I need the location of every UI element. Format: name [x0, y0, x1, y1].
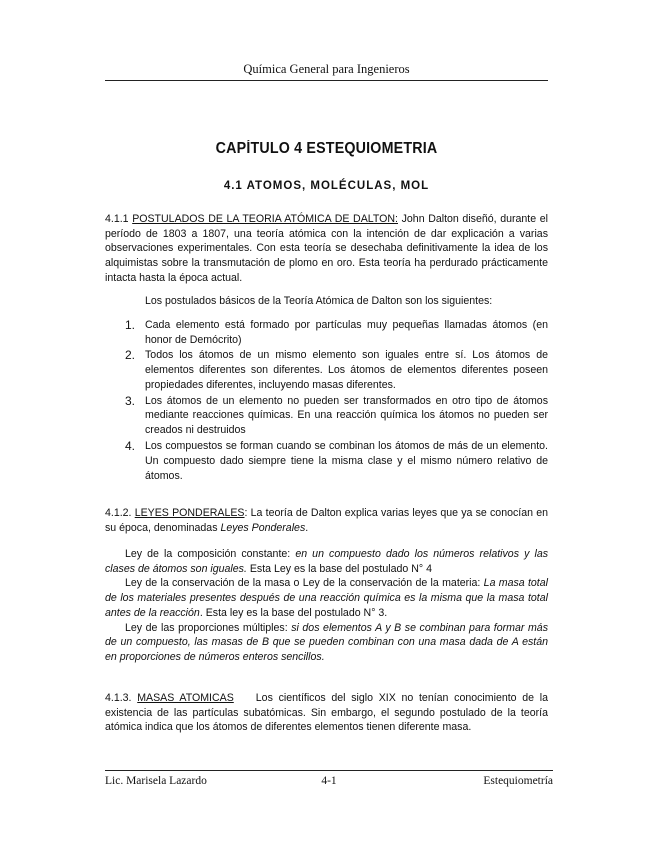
section-heading: LEYES PONDERALES [134, 507, 245, 519]
section-heading: POSTULADOS DE LA TEORIA ATÓMICA DE DALTON: [132, 213, 398, 225]
list-number: 2. [125, 348, 136, 363]
ley-statement: en un compuesto dado los números relativos y las clases de átomos son iguales. [105, 548, 549, 575]
ley-tail: Esta Ley es la base del postulado N° 4 [246, 562, 432, 575]
running-header: Química General para Ingenieros [105, 62, 548, 81]
chapter-title: CAPÍTULO 4 ESTEQUIOMETRIA [215, 140, 438, 157]
ley-proporciones [105, 621, 548, 665]
section-number: 4.1.1 [105, 213, 133, 225]
list-item [105, 394, 548, 439]
footer-page-number: 4-1 [321, 775, 337, 787]
paragraph-italic: Leyes Ponderales [220, 521, 306, 534]
list-number: 1. [125, 318, 136, 332]
paragraph-4-1-2 [105, 506, 548, 535]
page-footer [105, 770, 553, 791]
section-number: 4.1.2. [105, 507, 135, 519]
ley-label: Ley de la conservación de la masa o Ley de la conservación de la materia: [125, 577, 484, 590]
paragraph-end: . [305, 521, 309, 534]
paragraph-text: Los científicos del siglo XIX no tenían conocimiento de la existencia de las partículas subatómicas. Sin embargo, el segundo postulado de la teoría atómica indica que los átomos de diferentes elementos tienen diferente masa. [105, 692, 549, 734]
list-text: Los compuestos se forman cuando se combinan los átomos de más de un elemento. Un compuesto dado siempre tiene la misma clase y el mismo número relativo de átomos. [145, 439, 548, 482]
postulados-list [105, 318, 548, 484]
list-number: 3. [125, 393, 136, 408]
list-item [105, 318, 548, 348]
section-title: 4.1 ATOMOS, MOLÉCULAS, MOL [223, 180, 430, 192]
list-text: Cada elemento está formado por partículas muy pequeñas llamadas átomos (en honor de Demócrito) [145, 319, 548, 346]
paragraph-text: John Dalton diseñó, durante el período de 1803 a 1807, una teoría atómica con la intención de dar explicación a varias observaciones experimentales. Con esta teoría se desechaba definitivamente la idea de los alquimistas sobre la transmutación de plomo en oro. Esta teoría ha perdurado prácticamente intacta hasta la época actual. [105, 213, 548, 284]
ley-label: Ley de la composición constante: [125, 548, 296, 560]
ley-tail: . Esta ley es la base del postulado N° 3. [199, 606, 388, 619]
leyes-ponderales-block [105, 547, 548, 665]
list-text: Todos los átomos de un mismo elemento son iguales entre sí. Los átomos de elementos diferentes son diferentes. Los átomos de elementos diferentes poseen propiedades diferentes, incluyendo masas diferentes. [145, 349, 548, 392]
paragraph-4-1-3 [105, 691, 548, 735]
list-item [105, 348, 548, 393]
ley-label: Ley de las proporciones múltiples: [125, 621, 292, 634]
section-heading: MASAS ATOMICAS [137, 692, 234, 704]
list-item [105, 439, 548, 484]
footer-chapter: Estequiometría [483, 775, 553, 787]
paragraph-text: : La teoría de Dalton explica varias leyes que ya se conocían en su época, denominadas [105, 507, 548, 534]
footer-author: Lic. Marisela Lazardo [105, 775, 207, 787]
ley-statement: La masa total de los materiales presentes después de una reacción química es la misma que la masa total antes de la reacción [105, 577, 548, 619]
ley-conservacion [105, 576, 548, 620]
list-text: Los átomos de un elemento no pueden ser transformados en otro tipo de átomos mediante reacciones químicas. En una reacción química los átomos no pueden ser creados ni destruidos [145, 394, 548, 437]
ley-statement: si dos elementos A y B se combinan para formar más de un compuesto, las masas de B que se pueden combinan con una masa dada de A están en proporciones de números enteros sencillos. [105, 621, 548, 663]
list-number: 4. [125, 438, 136, 453]
paragraph-4-1-1 [105, 212, 548, 286]
postulados-intro: Los postulados básicos de la Teoría Atómica de Dalton son los siguientes: [145, 295, 493, 307]
section-number: 4.1.3. [105, 692, 138, 704]
ley-composicion [105, 547, 548, 576]
